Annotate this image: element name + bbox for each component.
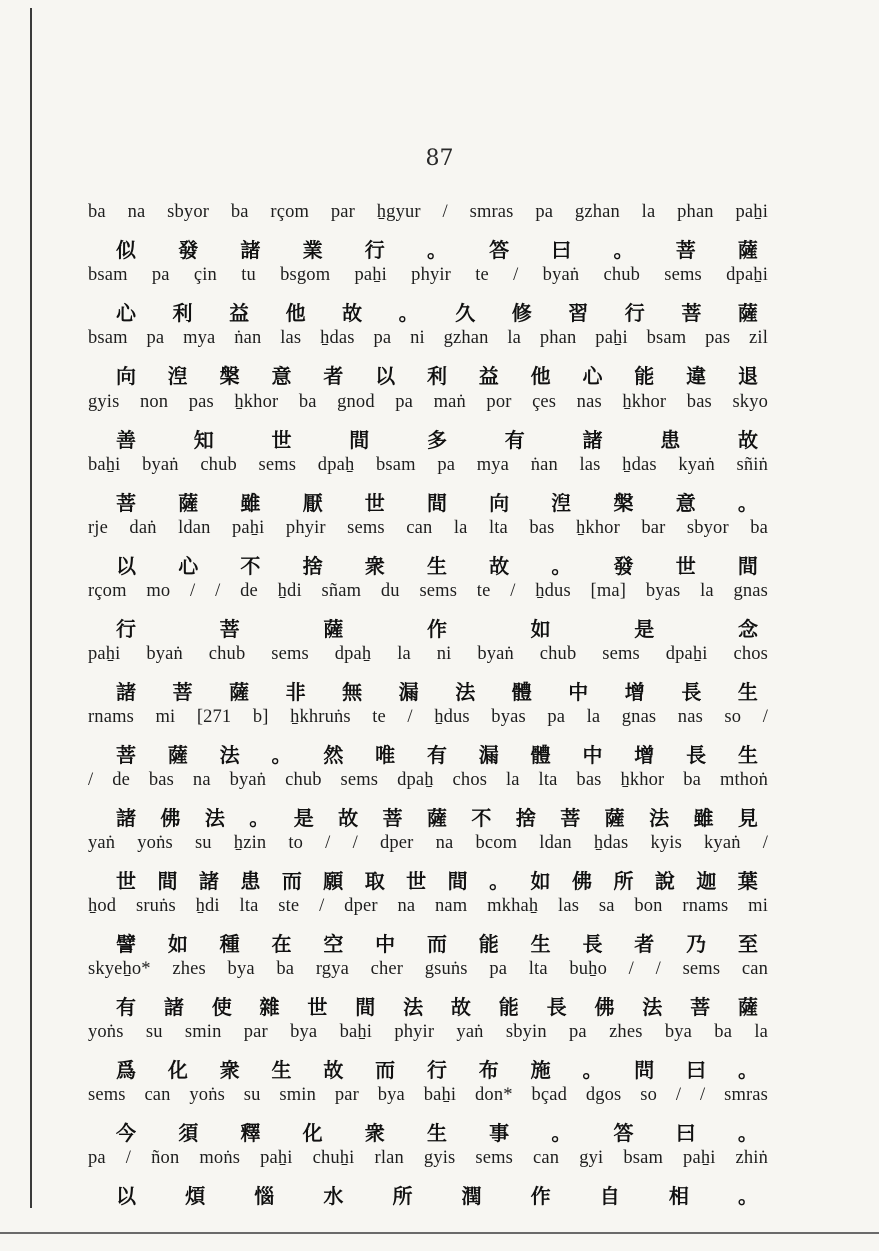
chinese-character: 布	[478, 1058, 499, 1082]
chinese-character: 願	[323, 869, 344, 893]
chinese-character: 然	[323, 743, 344, 767]
chinese-character: 。	[398, 301, 419, 325]
chinese-character: 。	[737, 1058, 758, 1082]
chinese-character: 不	[471, 806, 492, 830]
chinese-character: 長	[546, 995, 567, 1019]
chinese-character: 知	[193, 428, 214, 452]
chinese-character: 所	[392, 1184, 413, 1208]
chinese-character: 雖	[240, 491, 261, 515]
chinese-character: 薩	[426, 806, 447, 830]
chinese-character: 譬	[116, 932, 136, 956]
chinese-character: 衆	[364, 554, 385, 578]
chinese-character: 。	[551, 1121, 572, 1145]
chinese-translation-line	[88, 1054, 768, 1083]
chinese-character: 薩	[178, 491, 199, 515]
chinese-character: 漏	[478, 743, 499, 767]
chinese-character: 佛	[160, 806, 181, 830]
chinese-character: 中	[375, 932, 396, 956]
chinese-character: 乃	[686, 932, 707, 956]
chinese-character: 。	[551, 554, 572, 578]
chinese-translation-line	[88, 928, 768, 957]
chinese-character: 世	[116, 869, 136, 893]
chinese-character: 行	[116, 617, 136, 641]
chinese-character: 捨	[302, 554, 323, 578]
chinese-character: 作	[426, 617, 447, 641]
chinese-character: 。	[737, 1184, 758, 1208]
chinese-translation-line	[88, 739, 768, 768]
chinese-character: 化	[167, 1058, 188, 1082]
chinese-character: 習	[568, 301, 589, 325]
tibetan-transliteration-line: ẖod sruṅs ẖdi lta ste / dper na nam mkhaẖ las sa bon rnams mi	[88, 896, 768, 916]
chinese-character: 唯	[375, 743, 396, 767]
chinese-character: 能	[478, 932, 499, 956]
chinese-character: 菩	[681, 301, 702, 325]
chinese-character: 。	[582, 1058, 603, 1082]
chinese-character: 雖	[693, 806, 714, 830]
chinese-character: 水	[323, 1184, 344, 1208]
chinese-character: 生	[737, 680, 758, 704]
chinese-character: 諸	[240, 238, 261, 262]
tibetan-transliteration-line: rçom mo / / de ẖdi sñam du sems te / ẖdus [ma] byas la gnas	[88, 581, 768, 601]
chinese-character: 似	[116, 238, 136, 262]
chinese-character: 諸	[198, 869, 219, 893]
chinese-character: 自	[599, 1184, 620, 1208]
chinese-character: 有	[504, 428, 525, 452]
chinese-translation-line	[88, 297, 768, 326]
chinese-character: 長	[686, 743, 707, 767]
chinese-character: 無	[342, 680, 363, 704]
chinese-character: 衆	[219, 1058, 240, 1082]
chinese-character: 問	[634, 1058, 655, 1082]
tibetan-transliteration-line: skyeẖo* zhes bya ba rgya cher gsuṅs pa lta buẖo / / sems can	[88, 959, 768, 979]
chinese-character: 生	[426, 1121, 447, 1145]
chinese-character: 葉	[737, 869, 758, 893]
chinese-character: 薩	[737, 238, 758, 262]
chinese-character: 能	[634, 364, 655, 388]
chinese-character: 作	[530, 1184, 551, 1208]
chinese-character: 薩	[229, 680, 250, 704]
chinese-character: 槃	[219, 364, 240, 388]
chinese-character: 念	[737, 617, 758, 641]
chinese-character: 退	[737, 364, 758, 388]
chinese-character: 心	[116, 301, 136, 325]
chinese-character: 曰	[675, 1121, 696, 1145]
chinese-character: 菩	[116, 491, 136, 515]
chinese-character: 善	[116, 428, 136, 452]
tibetan-transliteration-line: yoṅs su smin par bya baẖi phyir yaṅ sbyin pa zhes bya ba la	[88, 1022, 768, 1042]
chinese-character: 衆	[364, 1121, 385, 1145]
tibetan-transliteration-line: gyis non pas ẖkhor ba gnod pa maṅ por çes nas ẖkhor bas skyo	[88, 392, 768, 412]
chinese-character: 潤	[461, 1184, 482, 1208]
chinese-character: 諸	[582, 428, 603, 452]
chinese-character: 間	[447, 869, 468, 893]
chinese-character: 諸	[163, 995, 184, 1019]
chinese-character: 法	[204, 806, 225, 830]
chinese-character: 施	[530, 1058, 551, 1082]
chinese-character: 以	[116, 554, 136, 578]
chinese-character: 意	[271, 364, 292, 388]
tibetan-transliteration-line: ba na sbyor ba rçom par ẖgyur / smras pa gzhan la phan paẖi	[88, 202, 768, 222]
chinese-character: 利	[426, 364, 447, 388]
chinese-character: 以	[375, 364, 396, 388]
chinese-character: 如	[530, 617, 551, 641]
chinese-character: 法	[455, 680, 476, 704]
chinese-character: 以	[116, 1184, 136, 1208]
chinese-translation-line	[88, 487, 768, 516]
chinese-character: 。	[426, 238, 447, 262]
chinese-character: 漏	[398, 680, 419, 704]
chinese-translation-line	[88, 1117, 768, 1146]
chinese-character: 非	[285, 680, 306, 704]
chinese-character: 。	[737, 491, 758, 515]
chinese-translation-line	[88, 991, 768, 1020]
chinese-character: 意	[675, 491, 696, 515]
chinese-character: 法	[219, 743, 240, 767]
chinese-character: 故	[338, 806, 359, 830]
chinese-character: 菩	[675, 238, 696, 262]
chinese-character: 答	[613, 1121, 634, 1145]
chinese-character: 佛	[571, 869, 592, 893]
chinese-character: 薩	[737, 995, 758, 1019]
chinese-character: 中	[568, 680, 589, 704]
chinese-character: 向	[116, 364, 136, 388]
chinese-character: 曰	[686, 1058, 707, 1082]
tibetan-transliteration-line: pa / ñon moṅs paẖi chuẖi rlan gyis sems can gyi bsam paẖi zhiṅ	[88, 1148, 768, 1168]
chinese-character: 答	[489, 238, 510, 262]
chinese-translation-line	[88, 424, 768, 453]
chinese-translation-line	[88, 676, 768, 705]
chinese-character: 法	[642, 995, 663, 1019]
chinese-character: 業	[302, 238, 323, 262]
chinese-character: 不	[240, 554, 261, 578]
chinese-character: 能	[498, 995, 519, 1019]
chinese-character: 。	[271, 743, 292, 767]
chinese-character: 世	[364, 491, 385, 515]
chinese-character: 間	[157, 869, 178, 893]
chinese-character: 發	[178, 238, 199, 262]
chinese-character: 捨	[515, 806, 536, 830]
chinese-character: 是	[634, 617, 655, 641]
chinese-character: 化	[302, 1121, 323, 1145]
chinese-character: 間	[355, 995, 376, 1019]
chinese-character: 益	[229, 301, 250, 325]
chinese-character: 間	[426, 491, 447, 515]
chinese-character: 曰	[551, 238, 572, 262]
chinese-character: 薩	[737, 301, 758, 325]
chinese-character: 。	[489, 869, 510, 893]
chinese-character: 增	[624, 680, 645, 704]
chinese-character: 他	[285, 301, 306, 325]
chinese-character: 有	[426, 743, 447, 767]
chinese-character: 佛	[594, 995, 615, 1019]
chinese-character: 行	[624, 301, 645, 325]
chinese-translation-line	[88, 550, 768, 579]
chinese-character: 湼	[167, 364, 188, 388]
chinese-character: 。	[737, 1121, 758, 1145]
chinese-character: 生	[737, 743, 758, 767]
chinese-character: 患	[240, 869, 261, 893]
chinese-character: 法	[649, 806, 670, 830]
chinese-translation-line	[88, 234, 768, 263]
chinese-character: 修	[511, 301, 532, 325]
chinese-character: 世	[271, 428, 292, 452]
chinese-character: 故	[323, 1058, 344, 1082]
chinese-translation-line	[88, 802, 768, 831]
chinese-character: 菩	[172, 680, 193, 704]
chinese-translation-line	[88, 865, 768, 894]
chinese-character: 如	[530, 869, 551, 893]
chinese-character: 在	[271, 932, 292, 956]
chinese-character: 諸	[116, 680, 136, 704]
chinese-character: 他	[530, 364, 551, 388]
chinese-character: 行	[364, 238, 385, 262]
chinese-character: 惱	[254, 1184, 275, 1208]
chinese-character: 長	[582, 932, 603, 956]
chinese-character: 菩	[560, 806, 581, 830]
chinese-character: 故	[489, 554, 510, 578]
chinese-translation-line	[88, 1180, 768, 1209]
chinese-character: 利	[172, 301, 193, 325]
chinese-character: 多	[427, 428, 447, 452]
chinese-character: 而	[426, 932, 447, 956]
chinese-character: 種	[219, 932, 240, 956]
chinese-character: 而	[281, 869, 302, 893]
chinese-character: 煩	[185, 1184, 206, 1208]
chinese-character: 長	[681, 680, 702, 704]
chinese-character: 迦	[696, 869, 717, 893]
tibetan-transliteration-line: bsam pa mya ṅan las ẖdas pa ni gzhan la phan paẖi bsam pas zil	[88, 328, 768, 348]
tibetan-transliteration-line: baẖi byaṅ chub sems dpaẖ bsam pa mya ṅan las ẖdas kyaṅ sñiṅ	[88, 455, 768, 475]
chinese-character: 。	[613, 238, 634, 262]
chinese-character: 中	[582, 743, 603, 767]
tibetan-transliteration-line: sems can yoṅs su smin par bya baẖi don* bçad dgos so / / smras	[88, 1085, 768, 1105]
chinese-character: 雜	[259, 995, 280, 1019]
chinese-character: 生	[530, 932, 551, 956]
chinese-character: 發	[613, 554, 634, 578]
chinese-character: 菩	[690, 995, 711, 1019]
chinese-character: 故	[450, 995, 471, 1019]
chinese-character: 所	[613, 869, 634, 893]
chinese-character: 世	[675, 554, 696, 578]
tibetan-transliteration-line: / de bas na byaṅ chub sems dpaẖ chos la lta bas ẖkhor ba mthoṅ	[88, 770, 768, 790]
chinese-character: 。	[249, 806, 270, 830]
chinese-character: 增	[634, 743, 655, 767]
chinese-character: 釋	[240, 1121, 261, 1145]
chinese-character: 而	[375, 1058, 396, 1082]
chinese-character: 菩	[382, 806, 403, 830]
chinese-character: 空	[323, 932, 344, 956]
chinese-character: 者	[323, 364, 344, 388]
chinese-character: 使	[211, 995, 232, 1019]
chinese-character: 心	[178, 554, 199, 578]
chinese-translation-line	[88, 360, 768, 389]
chinese-character: 如	[167, 932, 188, 956]
chinese-character: 槃	[613, 491, 634, 515]
chinese-character: 故	[342, 301, 363, 325]
chinese-character: 間	[349, 428, 370, 452]
chinese-character: 生	[426, 554, 447, 578]
chinese-character: 患	[660, 428, 681, 452]
chinese-character: 體	[530, 743, 551, 767]
chinese-character: 是	[293, 806, 314, 830]
chinese-character: 違	[686, 364, 707, 388]
chinese-character: 諸	[116, 806, 136, 830]
page-number: 87	[425, 146, 454, 171]
chinese-character: 世	[307, 995, 328, 1019]
chinese-character: 者	[634, 932, 655, 956]
chinese-character: 心	[582, 364, 603, 388]
chinese-translation-line	[88, 613, 768, 642]
page-bottom-edge	[0, 1232, 879, 1234]
chinese-character: 法	[403, 995, 424, 1019]
tibetan-transliteration-line: bsam pa çin tu bsgom paẖi phyir te / byaṅ chub sems dpaẖi	[88, 265, 768, 285]
tibetan-transliteration-line: yaṅ yoṅs su ẖzin to / / dper na bcom ldan ẖdas kyis kyaṅ /	[88, 833, 768, 853]
tibetan-transliteration-line: rje daṅ ldan paẖi phyir sems can la lta bas ẖkhor bar sbyor ba	[88, 518, 768, 538]
tibetan-transliteration-line: paẖi byaṅ chub sems dpaẖ la ni byaṅ chub sems dpaẖi chos	[88, 644, 768, 664]
chinese-character: 生	[271, 1058, 292, 1082]
chinese-character: 今	[116, 1121, 136, 1145]
chinese-character: 薩	[604, 806, 625, 830]
chinese-character: 厭	[302, 491, 323, 515]
chinese-character: 益	[478, 364, 499, 388]
chinese-character: 久	[455, 301, 476, 325]
chinese-character: 體	[511, 680, 532, 704]
chinese-character: 菩	[219, 617, 240, 641]
chinese-character: 說	[654, 869, 675, 893]
chinese-character: 薩	[167, 743, 188, 767]
chinese-character: 爲	[116, 1058, 136, 1082]
chinese-character: 相	[668, 1184, 689, 1208]
chinese-character: 湼	[551, 491, 572, 515]
chinese-character: 至	[737, 932, 758, 956]
chinese-character: 薩	[323, 617, 344, 641]
chinese-character: 見	[737, 806, 758, 830]
chinese-character: 行	[426, 1058, 447, 1082]
chinese-character: 事	[489, 1121, 510, 1145]
chinese-character: 取	[364, 869, 385, 893]
chinese-character: 有	[116, 995, 136, 1019]
chinese-character: 故	[738, 428, 758, 452]
chinese-character: 向	[489, 491, 510, 515]
chinese-character: 間	[737, 554, 758, 578]
tibetan-transliteration-line: rnams mi [271 b] ẖkhruṅs te / ẖdus byas pa la gnas nas so /	[88, 707, 768, 727]
chinese-character: 世	[406, 869, 427, 893]
chinese-character: 菩	[116, 743, 136, 767]
chinese-character: 須	[178, 1121, 199, 1145]
